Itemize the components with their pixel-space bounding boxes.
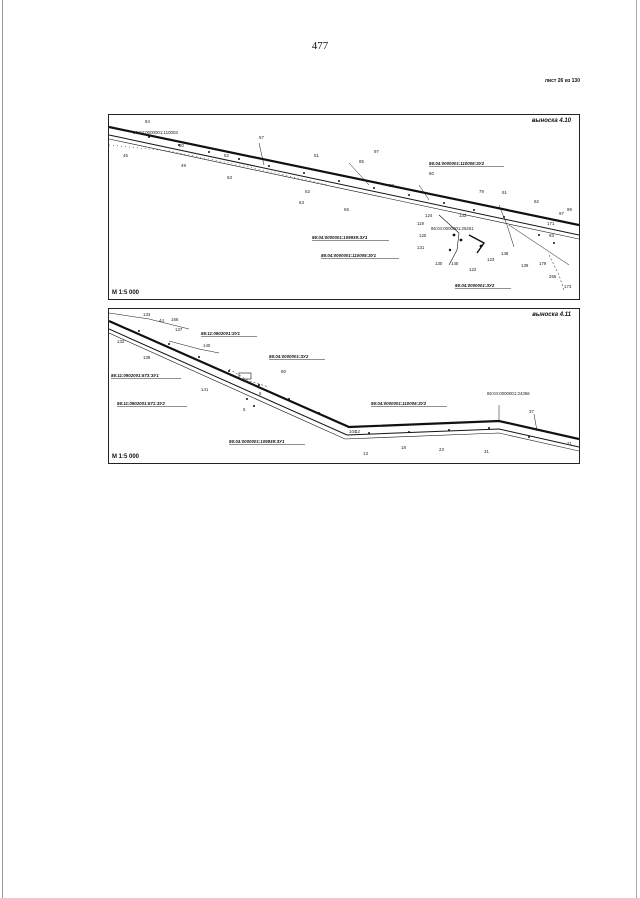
svg-text:80: 80 <box>429 171 434 176</box>
svg-text:65: 65 <box>344 207 349 212</box>
svg-text:139: 139 <box>521 263 529 268</box>
svg-text:57: 57 <box>259 135 264 140</box>
callout-title: выноска 4.10 <box>531 118 571 124</box>
map-callout-4-11 <box>108 308 580 464</box>
svg-text:18: 18 <box>401 445 406 450</box>
svg-text:166: 166 <box>171 317 179 322</box>
svg-text:141: 141 <box>201 387 209 392</box>
corridor-lines <box>109 313 579 451</box>
svg-text:86:04:0000001:110005:ЗУ2: 86:04:0000001:110005:ЗУ2 <box>429 161 485 166</box>
svg-text:86:04:0000001:24366: 86:04:0000001:24366 <box>487 391 530 396</box>
svg-text:86:04:0000001:110003: 86:04:0000001:110003 <box>133 130 178 135</box>
svg-text:119: 119 <box>417 221 424 226</box>
map-scale: М 1:5 000 <box>112 290 140 296</box>
svg-text:265: 265 <box>549 274 557 279</box>
svg-text:63: 63 <box>299 200 304 205</box>
svg-text:179: 179 <box>539 261 547 266</box>
svg-text:91: 91 <box>502 190 507 195</box>
svg-text:86:04:0000001:109939:ЗУ1: 86:04:0000001:109939:ЗУ1 <box>312 235 368 240</box>
svg-text:92: 92 <box>534 199 539 204</box>
svg-text:86:04:0000001:ЗУ2: 86:04:0000001:ЗУ2 <box>269 354 309 359</box>
svg-text:97: 97 <box>374 149 379 154</box>
page-number: 477 <box>311 40 329 52</box>
svg-text:80: 80 <box>281 369 286 374</box>
svg-text:12: 12 <box>355 429 360 434</box>
svg-text:132: 132 <box>117 339 125 344</box>
svg-text:86:04:0000001:26251: 86:04:0000001:26251 <box>431 226 474 231</box>
map-scale: М 1:5 000 <box>112 454 140 460</box>
svg-text:23: 23 <box>439 447 444 452</box>
svg-text:131: 131 <box>417 245 425 250</box>
svg-text:5: 5 <box>243 407 246 412</box>
map-drawing <box>109 309 579 463</box>
svg-text:86:04:0000001:110005:ЗУ2: 86:04:0000001:110005:ЗУ2 <box>371 401 427 406</box>
map-callout-4-10 <box>108 114 580 300</box>
map-drawing <box>109 115 579 299</box>
svg-text:173: 173 <box>564 284 572 289</box>
svg-text:49: 49 <box>181 163 186 168</box>
svg-text:93: 93 <box>549 233 554 238</box>
svg-text:148: 148 <box>501 251 509 256</box>
svg-text:120: 120 <box>419 233 427 238</box>
small-cadastral-labels <box>487 391 530 396</box>
svg-text:124: 124 <box>425 213 433 218</box>
svg-text:37: 37 <box>529 409 534 414</box>
svg-text:51: 51 <box>314 153 319 158</box>
svg-text:31: 31 <box>484 449 489 454</box>
svg-text:87: 87 <box>389 183 394 188</box>
svg-text:145: 145 <box>451 261 459 266</box>
svg-text:130: 130 <box>435 261 443 266</box>
svg-text:137: 137 <box>175 327 183 332</box>
svg-text:44: 44 <box>159 318 164 323</box>
svg-text:133: 133 <box>459 213 467 218</box>
svg-text:45: 45 <box>123 153 128 158</box>
svg-text:13: 13 <box>363 451 368 456</box>
svg-text:86:04:0000001:109939:ЗУ1: 86:04:0000001:109939:ЗУ1 <box>229 439 285 444</box>
svg-text:171: 171 <box>547 221 555 226</box>
svg-text:99: 99 <box>567 207 572 212</box>
svg-text:97: 97 <box>559 211 564 216</box>
callout-title: выноска 4.11 <box>532 312 571 318</box>
svg-text:86:11:0902001:571:ЗУ2: 86:11:0902001:571:ЗУ2 <box>117 401 165 406</box>
svg-text:86:04:0000001:ЗУ2: 86:04:0000001:ЗУ2 <box>455 283 495 288</box>
cadastral-labels <box>111 331 447 445</box>
svg-text:138: 138 <box>143 355 151 360</box>
svg-text:84: 84 <box>145 119 150 124</box>
cadastral-labels <box>312 161 511 289</box>
svg-text:122: 122 <box>469 267 477 272</box>
svg-text:30: 30 <box>179 143 184 148</box>
survey-points <box>148 136 555 251</box>
svg-text:104: 104 <box>349 429 357 434</box>
svg-text:6: 6 <box>259 391 262 396</box>
sheet-info: лист 26 из 130 <box>544 78 580 84</box>
svg-text:140: 140 <box>203 343 211 348</box>
svg-text:133: 133 <box>143 312 151 317</box>
svg-text:123: 123 <box>487 257 495 262</box>
svg-text:85: 85 <box>359 159 364 164</box>
svg-text:62: 62 <box>305 189 310 194</box>
svg-text:53: 53 <box>227 175 232 180</box>
svg-text:86:11:0902001:ЗУ1: 86:11:0902001:ЗУ1 <box>201 331 240 336</box>
page-edge-right <box>636 0 637 898</box>
svg-text:52: 52 <box>224 153 229 158</box>
page-edge-left <box>2 0 3 898</box>
svg-text:79: 79 <box>479 189 484 194</box>
svg-text:86:11:0902001:573:ЗУ1: 86:11:0902001:573:ЗУ1 <box>111 373 159 378</box>
svg-text:21: 21 <box>567 441 572 446</box>
svg-text:86:04:0000001:110005:ЗУ1: 86:04:0000001:110005:ЗУ1 <box>321 253 377 258</box>
